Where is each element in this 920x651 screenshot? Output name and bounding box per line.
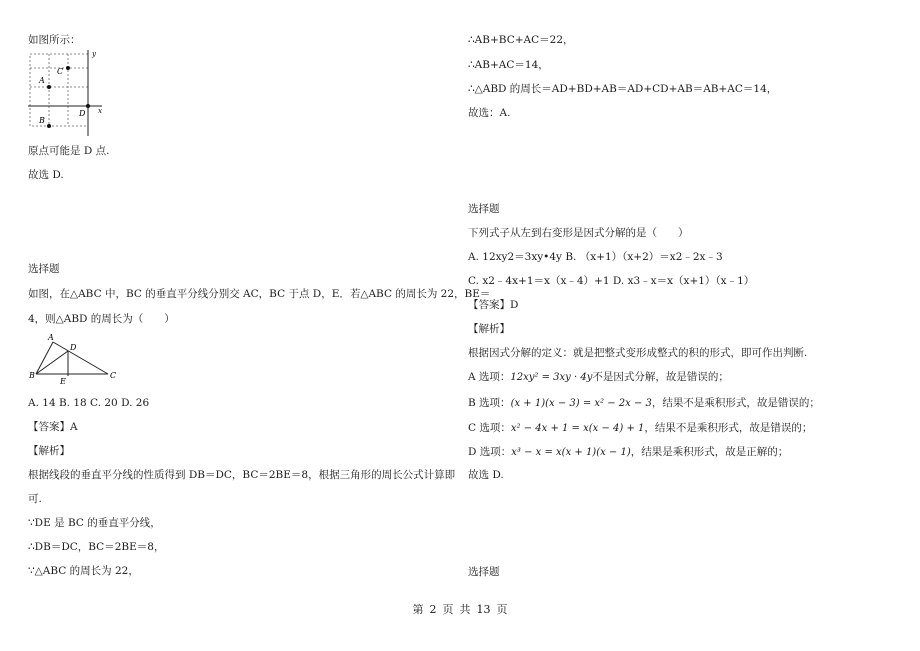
question-text: 4，则△ABD 的周长为（ ） [28,313,175,325]
text-line: 故选 D. [468,469,504,481]
triangle-figure [28,330,123,390]
option-verdict: ，结果不是乘积形式，故是错误的； [644,422,813,434]
section-heading: 选择题 [28,263,60,275]
axis-y-label: y [92,50,96,58]
option-verdict: ，结果是乘积形式，故是正解的； [630,446,789,458]
math-expression: (x + 1)(x − 3) = x² − 2x − 3 [510,398,652,409]
text-line: ∴△ABD 的周长＝AD+BD+AB＝AD+CD+AB＝AB+AC＝14， [468,83,778,95]
option-prefix: C 选项： [468,422,511,434]
text-line: 可. [28,493,42,505]
option-verdict: 不是因式分解，故是错误的； [592,371,729,383]
section-heading: 选择题 [468,203,500,215]
answer-options: A. 12xy2＝3xy•4y B. （x+1）（x+2）＝x2﹣2x﹣3 [468,251,723,263]
option-prefix: D 选项： [468,446,512,458]
vertex-label-a: A [48,333,54,342]
answer-label: 【答案】A [28,421,78,433]
page-footer [0,601,920,617]
point-label-b: B [39,116,45,125]
math-expression: x³ − x = x(x + 1)(x − 1) [511,447,631,458]
vertex-label-c: C [110,371,117,380]
text-line: ∵DE 是 BC 的垂直平分线， [28,517,161,529]
math-expression: 12xy² = 3xy · 4y [510,372,593,383]
option-analysis-d [468,445,788,460]
text-line: 根据线段的垂直平分线的性质得到 DB＝DC，BC＝2BE＝8，根据三角形的周长公式计算即 [28,469,456,481]
text-line: ∴AB+BC+AC＝22， [468,34,574,46]
total-page-count: 13 [476,603,491,616]
vertex-label-e: E [60,377,66,386]
section-heading: 选择题 [468,566,500,578]
footer-text: 页 [496,603,508,616]
coordinate-grid-figure [28,48,108,138]
point-label-c: C [57,67,64,76]
analysis-label: 【解析】 [468,323,510,335]
vertex-label-d: D [70,343,77,352]
footer-text: 第 [412,603,424,616]
footer-text: 页 [442,603,454,616]
question-text: 下列式子从左到右变形是因式分解的是（ ） [468,227,689,239]
math-expression: x² − 4x + 1 = x(x − 4) + 1 [510,423,645,434]
option-prefix: A 选项： [468,371,511,383]
answer-label: 【答案】D [468,299,519,311]
current-page-number: 2 [429,603,437,616]
footer-text: 共 [459,603,471,616]
text-line: ∴DB＝DC，BC＝2BE＝8， [28,541,165,553]
text-line: 故选 D. [28,169,64,181]
text-line: 原点可能是 D 点. [28,145,110,157]
question-text: 如图，在△ABC 中，BC 的垂直平分线分别交 AC，BC 于点 D，E．若△ABC 的周长为 22，BE＝ [28,288,491,300]
axis-x-label: x [98,107,102,115]
option-analysis-c [468,421,812,436]
option-prefix: B 选项： [468,397,511,409]
vertex-label-b: B [29,371,35,380]
option-analysis-b [468,396,820,411]
option-verdict: ，结果不是乘积形式，故是错误的； [651,397,820,409]
text-line: ∴AB+AC＝14， [468,59,549,71]
text-line: 故选：A. [468,107,511,119]
text-line: 如图所示： [28,34,81,46]
point-label-a: A [39,76,45,85]
text-line: ∵△ABC 的周长为 22， [28,565,139,577]
text-line: 根据因式分解的定义：就是把整式变形成整式的积的形式，即可作出判断. [468,347,808,359]
option-analysis-a [468,370,729,385]
analysis-label: 【解析】 [28,445,70,457]
point-label-d: D [79,109,86,118]
answer-options: C. x2﹣4x+1＝x（x﹣4）+1 D. x3﹣x＝x（x+1）（x﹣1） [468,275,755,287]
answer-options: A. 14 B. 18 C. 20 D. 26 [28,397,150,409]
